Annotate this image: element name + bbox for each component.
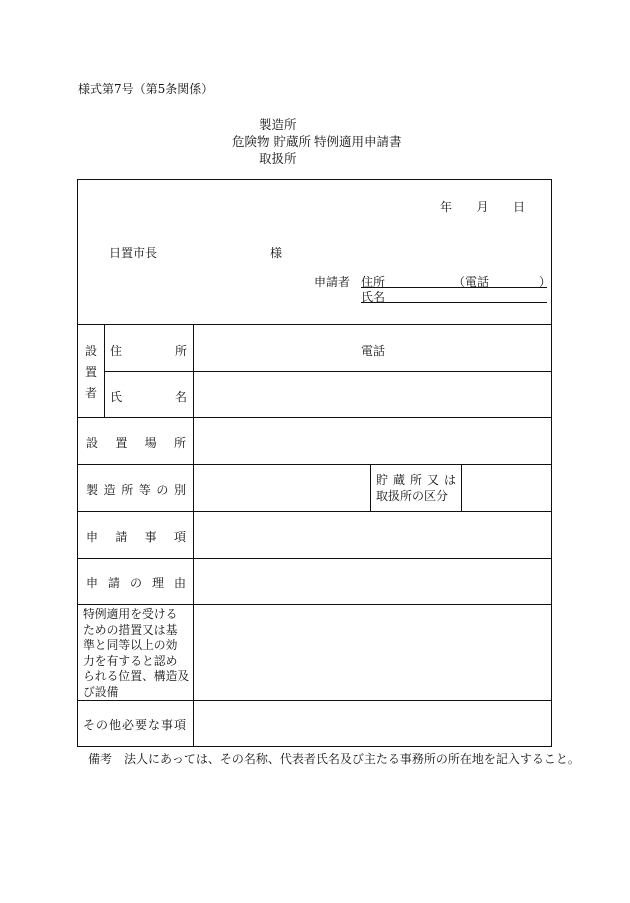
form-number: 様式第7号（第5条関係） xyxy=(78,82,214,96)
date-year: 年 xyxy=(440,200,453,214)
installer-phone-label: 電話 xyxy=(361,344,386,358)
applicant-label: 申請者 xyxy=(314,275,351,289)
installer-address-field[interactable] xyxy=(194,325,551,371)
date-line xyxy=(440,198,525,215)
installer-address-label: 住 所 xyxy=(110,344,187,358)
installation-place-field[interactable] xyxy=(194,418,551,464)
title-suffix: 特例適用申請書 xyxy=(314,134,402,149)
date-day: 日 xyxy=(512,200,525,214)
installer-label xyxy=(84,341,98,404)
applicant-phone-label: （電話 xyxy=(453,275,490,289)
addressee: 日置市長 xyxy=(109,246,158,260)
title-line-manufacturing: 製造所 xyxy=(259,117,297,132)
applicant-phone-close: ） xyxy=(539,275,552,289)
applicant-address-label: 住所 xyxy=(361,275,386,289)
date-month: 月 xyxy=(476,200,489,214)
storage-type-field[interactable] xyxy=(462,465,551,511)
application-form-table xyxy=(77,179,552,747)
title-line-storage: 危険物 貯蔵所 xyxy=(232,134,311,149)
installer-char: 設 xyxy=(84,344,97,358)
installer-column-divider xyxy=(104,324,105,417)
honorific: 様 xyxy=(270,246,283,260)
applicant-name-line[interactable] xyxy=(361,288,547,303)
application-reason-label: 申 請 の 理 由 xyxy=(86,576,186,590)
other-matters-label: その他必要な事項 xyxy=(83,718,188,732)
title-line-handling: 取扱所 xyxy=(259,151,297,166)
application-matter-field[interactable] xyxy=(194,512,551,558)
measures-label: 特例適用を受ける ための措置又は基 準と同等以上の効 力を有すると認め られる位置、構造及 び設備 xyxy=(83,607,190,699)
applicant-name-label: 氏名 xyxy=(361,290,386,304)
applicant-address-line[interactable] xyxy=(361,273,552,289)
installer-name-label: 氏 名 xyxy=(110,390,187,404)
facility-type-field[interactable] xyxy=(194,465,370,511)
installer-char: 者 xyxy=(84,386,97,400)
installer-char: 置 xyxy=(84,365,97,379)
application-reason-field[interactable] xyxy=(194,559,551,604)
document-title xyxy=(232,112,432,168)
other-matters-field[interactable] xyxy=(194,701,551,746)
storage-type-divider-left xyxy=(370,464,371,511)
measures-field[interactable] xyxy=(194,605,551,700)
installer-name-field[interactable] xyxy=(194,372,551,417)
storage-type-label: 貯 蔵 所 又 は 取扱所の区分 xyxy=(376,473,456,503)
installation-place-label: 設 置 場 所 xyxy=(86,436,186,450)
remarks-note: 備考 法人にあっては、その名称、代表者氏名及び主たる事務所の所在地を記入すること。 xyxy=(88,752,580,766)
facility-type-label: 製 造 所 等 の 別 xyxy=(86,483,186,497)
application-matter-label: 申 請 事 項 xyxy=(86,530,186,544)
